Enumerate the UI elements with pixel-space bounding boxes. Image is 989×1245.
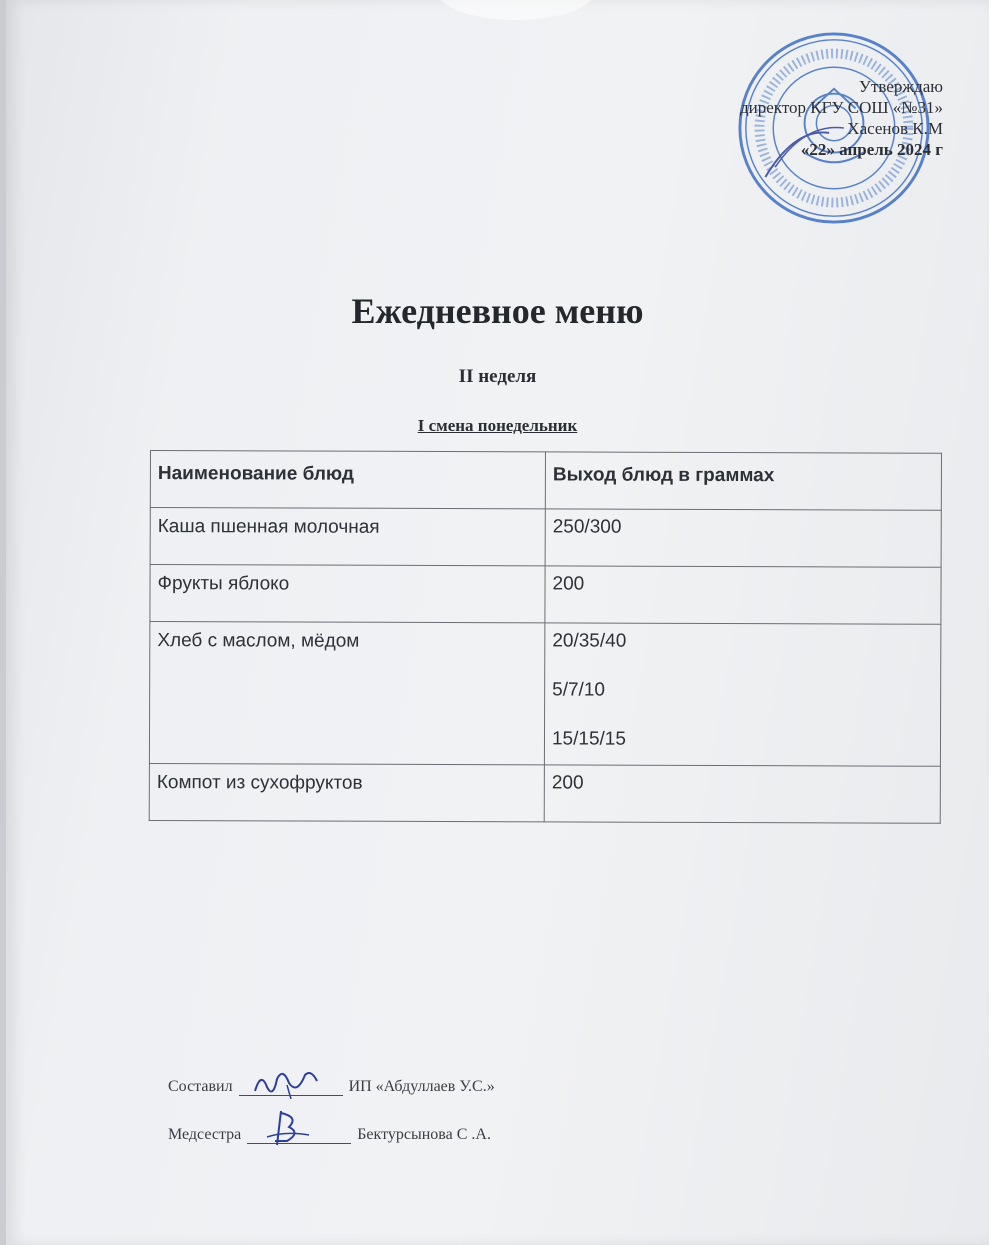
light-glare	[436, 0, 596, 20]
page-title: Ежедневное меню	[351, 291, 644, 331]
approval-date: «22» апрель 2024 г	[800, 140, 943, 159]
amount-value: 250/300	[552, 516, 622, 538]
dish-name: Компот из сухофруктов	[149, 763, 544, 821]
table-row	[149, 763, 940, 823]
nurse-label: Медсестра	[168, 1126, 242, 1143]
nurse-name: Бектурсынова С .А.	[357, 1126, 491, 1143]
amount-value: 200	[552, 573, 585, 595]
dish-amount	[544, 765, 940, 823]
approval-block	[740, 76, 943, 160]
approval-director: директор КГУ СОШ «№31»	[740, 98, 943, 117]
header-portion: Выход блюд в граммах	[545, 452, 941, 510]
week-label: II неделя	[458, 366, 537, 387]
handwritten-signature	[247, 1065, 327, 1099]
nurse-row	[168, 1118, 495, 1144]
approval-name: Хасенов К.М	[847, 119, 943, 138]
dish-name: Каша пшенная молочная	[150, 508, 545, 566]
dish-name: Хлеб с маслом, мёдом	[149, 622, 544, 765]
menu-table	[149, 450, 942, 824]
shift-label: I смена понедельник	[417, 416, 578, 435]
header-dish-name: Наименование блюд	[150, 451, 545, 509]
composed-signature-line	[239, 1079, 343, 1096]
table-row	[150, 508, 941, 568]
amount-value: 15/15/15	[551, 728, 626, 750]
document-sheet	[6, 0, 989, 1245]
dish-amount	[545, 509, 941, 567]
composed-label: Составил	[168, 1078, 233, 1095]
approval-line: Утверждаю	[858, 77, 943, 96]
dish-amount	[544, 623, 940, 766]
amount-value: 5/7/10	[552, 679, 606, 701]
amount-value: 20/35/40	[552, 630, 627, 652]
amount-value: 200	[551, 772, 584, 794]
nurse-signature-line	[247, 1127, 351, 1144]
table-row	[149, 622, 940, 767]
table-header-row	[150, 451, 941, 511]
handwritten-signature	[255, 1107, 325, 1147]
dish-name: Фрукты яблоко	[150, 565, 545, 623]
signature-block	[168, 1070, 495, 1166]
table-row	[150, 565, 941, 625]
composed-row	[168, 1070, 495, 1096]
composed-by: ИП «Абдуллаев У.С.»	[348, 1078, 495, 1095]
dish-amount	[545, 566, 941, 624]
